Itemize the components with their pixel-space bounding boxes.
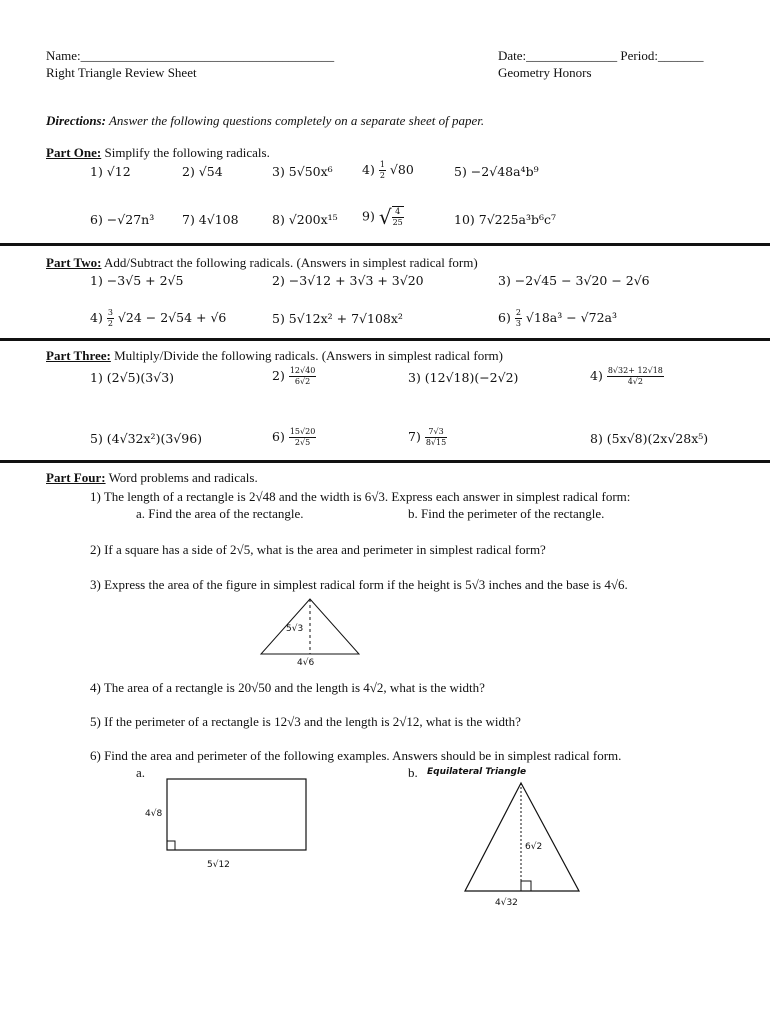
part-one-heading — [46, 145, 270, 161]
equilateral-height-label: 6√2 — [525, 842, 543, 852]
rectangle-bottom-label: 5√12 — [207, 860, 230, 870]
p4-question-3: 3) Express the area of the figure in simplest radical form if the height is 5√3 inches and the base is 4√6. — [90, 577, 628, 592]
p4-question-5: 5) If the perimeter of a rectangle is 12√3 and the length is 2√12, what is the width? — [90, 714, 521, 729]
part-four-label: Part Four: — [46, 470, 106, 485]
p1-item-4-rad: √80 — [389, 162, 414, 177]
p1-item-2: 2) √54 — [182, 164, 223, 179]
p1-item-4 — [362, 160, 414, 181]
p3-item-8: 8) (5x√8)(2x√28x⁵) — [590, 431, 709, 446]
equilateral-base-label: 4√32 — [495, 898, 518, 908]
p3-item-3: 3) (12√18)(−2√2) — [408, 370, 519, 385]
p4-question-1: 1) The length of a rectangle is 2√48 and the width is 6√3. Express each answer in simplest radical form: — [90, 489, 631, 504]
p1-item-3: 3) 5√50x⁶ — [272, 164, 333, 179]
p4-question-2: 2) If a square has a side of 2√5, what is the area and perimeter in simplest radical form? — [90, 542, 546, 557]
p4-question-6b: b. — [408, 765, 418, 780]
p4-question-6a: a. — [136, 765, 146, 780]
part-three-heading — [46, 348, 503, 364]
part-two-heading — [46, 255, 478, 271]
p2-item-4: 4) $\frac{3}{2}$ √24 − 2√54 + √6 — [90, 308, 227, 328]
p1-item-1: 1) √12 — [90, 164, 131, 179]
fraction-one-half: $\frac{1}{2}$ — [379, 160, 385, 180]
p3-item-4: 4) $\frac{8√32+ 12√18}{4√2}$ — [590, 366, 663, 386]
date-period-line: Date:______________ Period:_______ — [498, 48, 704, 63]
directions-label: Directions: — [46, 113, 106, 128]
p3-item-2: 2) $\frac{12√40}{6√2}$ — [272, 366, 316, 386]
equilateral-triangle-title: Equilateral Triangle — [427, 767, 527, 777]
fraction-2-3: $\frac{2}{3}$ — [515, 308, 521, 328]
fraction-p3-4: $\frac{8√32+ 12√18}{4√2}$ — [607, 366, 663, 386]
p1-item-5: 5) −2√48a⁴b⁹ — [454, 164, 539, 179]
equilateral-triangle-figure — [462, 781, 582, 895]
directions — [46, 113, 484, 129]
p2-item-1: 1) −3√5 + 2√5 — [90, 273, 184, 288]
p4-question-4: 4) The area of a rectangle is 20√50 and the length is 4√2, what is the width? — [90, 680, 485, 695]
fraction-p3-7: $\frac{7√3}{8√15}$ — [425, 427, 447, 447]
fraction-3-2: $\frac{3}{2}$ — [107, 308, 113, 328]
sheet-title: Right Triangle Review Sheet — [46, 65, 197, 80]
part-two-label: Part Two: — [46, 255, 102, 270]
p2-item-3: 3) −2√45 − 3√20 − 2√6 — [498, 273, 650, 288]
p4-question-6: 6) Find the area and perimeter of the following examples. Answers should be in simplest radical form. — [90, 748, 622, 763]
divider-2 — [0, 338, 770, 341]
fraction-4-25: $\frac{4}{25}$ — [392, 207, 403, 227]
part-two-text: Add/Subtract the following radicals. (Answers in simplest radical form) — [104, 255, 478, 270]
fraction-p3-6: $\frac{15√20}{2√5}$ — [289, 427, 316, 447]
p4-question-1a: a. Find the area of the rectangle. — [136, 506, 304, 521]
p3-item-7: 7) $\frac{7√3}{8√15}$ — [408, 427, 447, 447]
rectangle-figure — [166, 778, 308, 852]
p1-item-7: 7) 4√108 — [182, 212, 239, 227]
name-line: Name:_______________________________________ — [46, 48, 335, 63]
p2-item-2: 2) −3√12 + 3√3 + 3√20 — [272, 273, 424, 288]
p3-item-5: 5) (4√32x²)(3√96) — [90, 431, 203, 446]
p2-item-6: 6) $\frac{2}{3}$ √18a³ − √72a³ — [498, 308, 617, 328]
divider-3 — [0, 460, 770, 463]
p1-item-10: 10) 7√225a³b⁶c⁷ — [454, 212, 557, 227]
p4-question-1b: b. Find the perimeter of the rectangle. — [408, 506, 605, 521]
part-four-text: Word problems and radicals. — [108, 470, 258, 485]
p2-item-5: 5) 5√12x² + 7√108x² — [272, 311, 403, 326]
part-four-heading — [46, 470, 258, 486]
triangle-base-label: 4√6 — [297, 658, 315, 668]
p1-item-9 — [362, 205, 404, 229]
directions-text: Answer the following questions completely on a separate sheet of paper. — [108, 113, 485, 128]
fraction-p3-2: $\frac{12√40}{6√2}$ — [289, 366, 316, 386]
p1-item-4-num: 4) — [362, 162, 375, 177]
rectangle-side-label: 4√8 — [145, 809, 163, 819]
course-name: Geometry Honors — [498, 65, 592, 80]
p1-item-6: 6) −√27n³ — [90, 212, 155, 227]
divider-1 — [0, 243, 770, 246]
part-three-label: Part Three: — [46, 348, 111, 363]
triangle-height-label: 5√3 — [286, 624, 304, 634]
part-one-text: Simplify the following radicals. — [104, 145, 270, 160]
p1-item-9-num: 9) — [362, 208, 375, 224]
p3-item-6: 6) $\frac{15√20}{2√5}$ — [272, 427, 316, 447]
p3-item-1: 1) (2√5)(3√3) — [90, 370, 175, 385]
p1-item-8: 8) √200x¹⁵ — [272, 212, 338, 227]
radical-sign: √ — [378, 205, 392, 229]
part-three-text: Multiply/Divide the following radicals. (Answers in simplest radical form) — [114, 348, 503, 363]
part-one-label: Part One: — [46, 145, 102, 160]
